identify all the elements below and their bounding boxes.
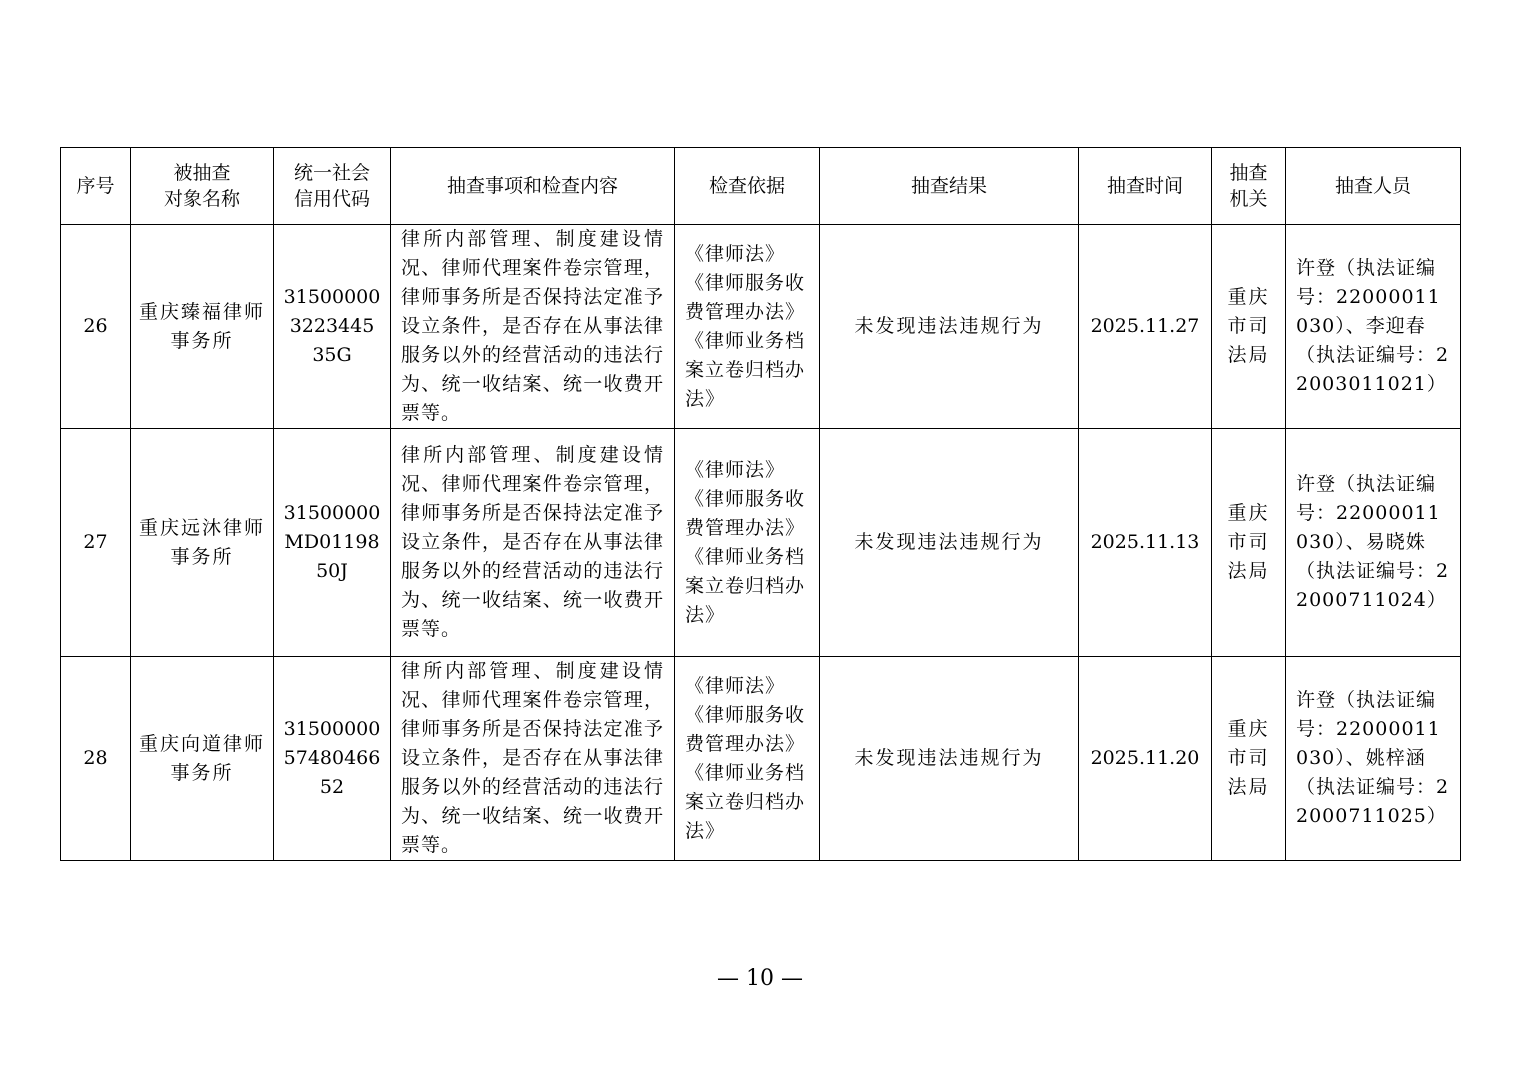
cell-result: 未发现违法违规行为 xyxy=(820,225,1079,429)
cell-basis: 《律师法》《律师服务收费管理办法》《律师业务档案立卷归档办法》 xyxy=(675,657,820,861)
header-items: 抽查事项和检查内容 xyxy=(391,148,675,225)
cell-code: 315000003223445 35G xyxy=(274,225,391,429)
cell-basis: 《律师法》《律师服务收费管理办法》《律师业务档案立卷归档办法》 xyxy=(675,429,820,657)
cell-seq: 28 xyxy=(61,657,131,861)
table-row xyxy=(61,429,1461,657)
cell-date: 2025.11.20 xyxy=(1079,657,1212,861)
cell-name: 重庆远沐律师事务所 xyxy=(131,429,274,657)
table-row xyxy=(61,657,1461,861)
cell-org: 重庆市司法局 xyxy=(1212,429,1286,657)
cell-date: 2025.11.13 xyxy=(1079,429,1212,657)
table-row xyxy=(61,225,1461,429)
header-code: 统一社会 信用代码 xyxy=(274,148,391,225)
cell-seq: 27 xyxy=(61,429,131,657)
cell-code: 31500000MD0119850J xyxy=(274,429,391,657)
cell-result: 未发现违法违规行为 xyxy=(820,429,1079,657)
cell-name: 重庆向道律师事务所 xyxy=(131,657,274,861)
cell-basis: 《律师法》《律师服务收费管理办法》《律师业务档案立卷归档办法》 xyxy=(675,225,820,429)
cell-staff: 许登（执法证编号：22000011030）、李迎春（执法证编号：22003011021） xyxy=(1286,225,1461,429)
cell-items: 律所内部管理、制度建设情况、律师代理案件卷宗管理，律师事务所是否保持法定准予设立条件，是否存在从事法律服务以外的经营活动的违法行为、统一收结案、统一收费开票等。 xyxy=(391,429,675,657)
cell-items: 律所内部管理、制度建设情况、律师代理案件卷宗管理，律师事务所是否保持法定准予设立条件，是否存在从事法律服务以外的经营活动的违法行为、统一收结案、统一收费开票等。 xyxy=(391,657,675,861)
page-number: — 10 — xyxy=(717,966,803,991)
header-org: 抽查 机关 xyxy=(1212,148,1286,225)
cell-code: 315000005748046652 xyxy=(274,657,391,861)
header-seq: 序号 xyxy=(61,148,131,225)
header-basis: 检查依据 xyxy=(675,148,820,225)
cell-result: 未发现违法违规行为 xyxy=(820,657,1079,861)
header-staff: 抽查人员 xyxy=(1286,148,1461,225)
header-name: 被抽查 对象名称 xyxy=(131,148,274,225)
header-row xyxy=(61,148,1461,225)
cell-staff: 许登（执法证编号：22000011030）、姚梓涵（执法证编号：22000711025） xyxy=(1286,657,1461,861)
cell-org: 重庆市司法局 xyxy=(1212,225,1286,429)
cell-date: 2025.11.27 xyxy=(1079,225,1212,429)
cell-org: 重庆市司法局 xyxy=(1212,657,1286,861)
header-result: 抽查结果 xyxy=(820,148,1079,225)
cell-items: 律所内部管理、制度建设情况、律师代理案件卷宗管理，律师事务所是否保持法定准予设立条件，是否存在从事法律服务以外的经营活动的违法行为、统一收结案、统一收费开票等。 xyxy=(391,225,675,429)
inspection-table xyxy=(60,147,1461,861)
header-date: 抽查时间 xyxy=(1079,148,1212,225)
cell-seq: 26 xyxy=(61,225,131,429)
cell-name: 重庆臻福律师事务所 xyxy=(131,225,274,429)
cell-staff: 许登（执法证编号：22000011030）、易晓姝（执法证编号：22000711024） xyxy=(1286,429,1461,657)
